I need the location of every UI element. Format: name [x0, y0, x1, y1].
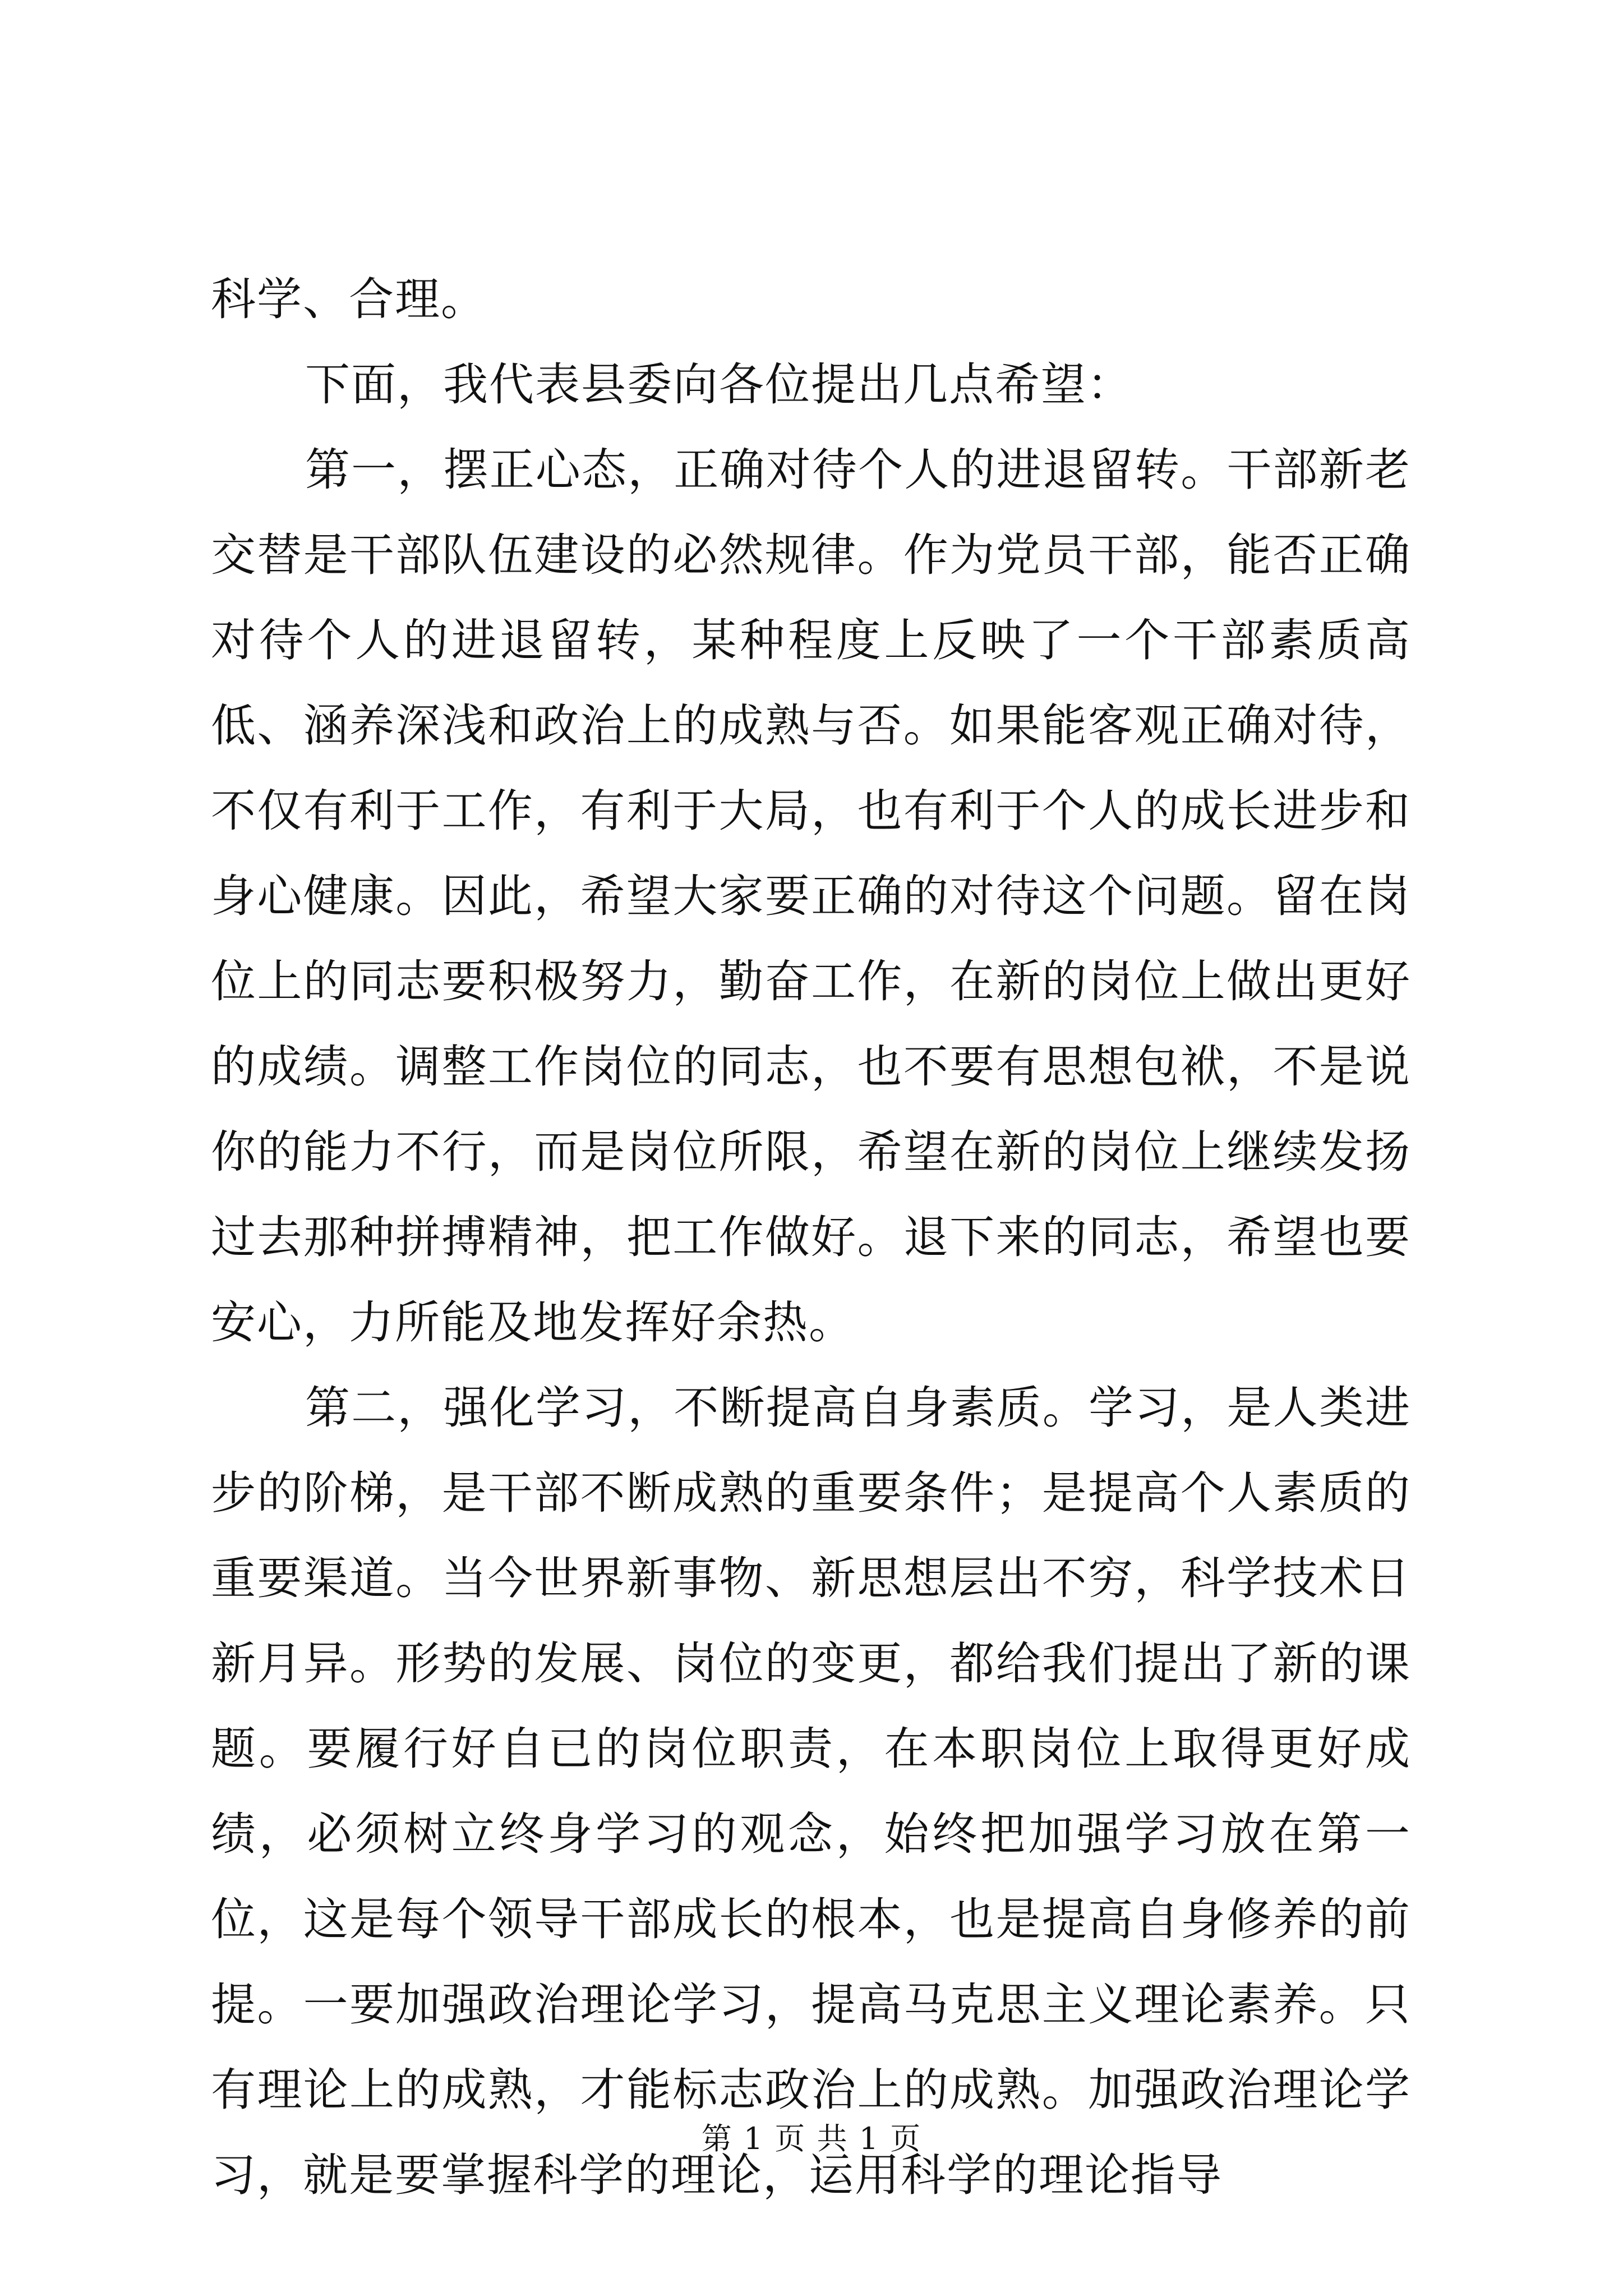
paragraph-continuation: 科学、合理。 [211, 273, 487, 325]
paragraph-first-point: 第一，摆正心态，正确对待个人的进退留转。干部新老交替是干部队伍建设的必然规律。作为党员干部，能否正确对待个人的进退留转，某种程度上反映了一个干部素质高低、涵养深浅和政治上的成熟与否。如果能客观正确对待，不仅有利于工作，有利于大局，也有利于个人的成长进步和身心健康。因此，希望大家要正确的对待这个问题。留在岗位上的同志要积极努力，勤奋工作，在新的岗位上做出更好的成绩。调整工作岗位的同志，也不要有思想包袱，不是说你的能力不行，而是岗位所限，希望在新的岗位上继续发扬过去那种拼搏精神，把工作做好。退下来的同志，希望也要安心，力所能及地发挥好余热。 [211, 444, 1411, 1349]
paragraph-intro: 下面，我代表县委向各位提出几点希望： [305, 358, 1133, 411]
page-footer: 第 1 页 共 1 页 [701, 2121, 922, 2156]
paragraph-second-point: 第二，强化学习，不断提高自身素质。学习，是人类进步的阶梯，是干部不断成熟的重要条件；是提高个人素质的重要渠道。当今世界新事物、新思想层出不穷，科学技术日新月异。形势的发展、岗位的变更，都给我们提出了新的课题。要履行好自已的岗位职责，在本职岗位上取得更好成绩，必须树立终身学习的观念，始终把加强学习放在第一位，这是每个领导干部成长的根本，也是提高自身修养的前提。一要加强政治理论学习，提高马克思主义理论素养。只有理论上的成熟，才能标志政治上的成熟。加强政治理论学习，就是要掌握科学的理论，运用科学的理论指导 [211, 1382, 1411, 2201]
document-body [211, 257, 1411, 2218]
